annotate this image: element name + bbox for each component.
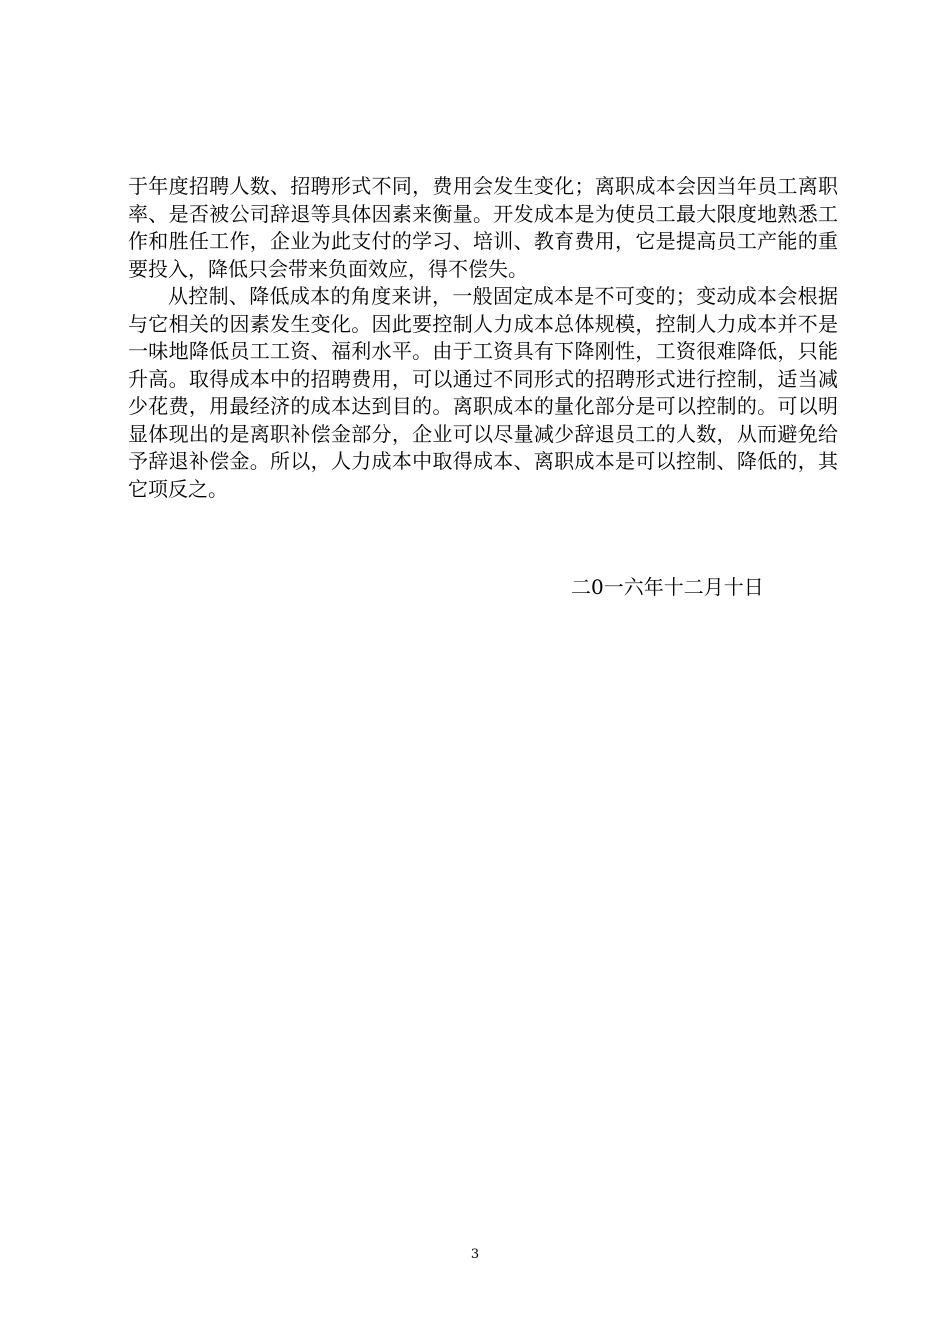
paragraph-cost-control: 从控制、降低成本的角度来讲，一般固定成本是不可变的；变动成本会根据与它相关的因素发生变化。因此要控制人力成本总体规模，控制人力成本并不是一味地降低员工工资、福利水平。由于工资具有下降刚性，工资很难降低，只能升高。取得成本中的招聘费用，可以通过不同形式的招聘形式进行控制，适当减少花费，用最经济的成本达到目的。离职成本的量化部分是可以控制的。可以明显体现出的是离职补偿金部分，企业可以尽量减少辞退员工的人数，从而避免给予辞退补偿金。所以，人力成本中取得成本、离职成本是可以控制、降低的，其它项反之。 (128, 284, 838, 501)
paragraph-continuation: 于年度招聘人数、招聘形式不同，费用会发生变化；离职成本会因当年员工离职率、是否被公司辞退等具体因素来衡量。开发成本是为使员工最大限度地熟悉工作和胜任工作，企业为此支付的学习、培训、教育费用，它是提高员工产能的重要投入，降低只会带来负面效应，得不偿失。 (128, 174, 838, 281)
document-date: 二0一六年十二月十日 (571, 575, 764, 599)
body-text (128, 173, 838, 503)
page-number: 3 (470, 1247, 480, 1262)
